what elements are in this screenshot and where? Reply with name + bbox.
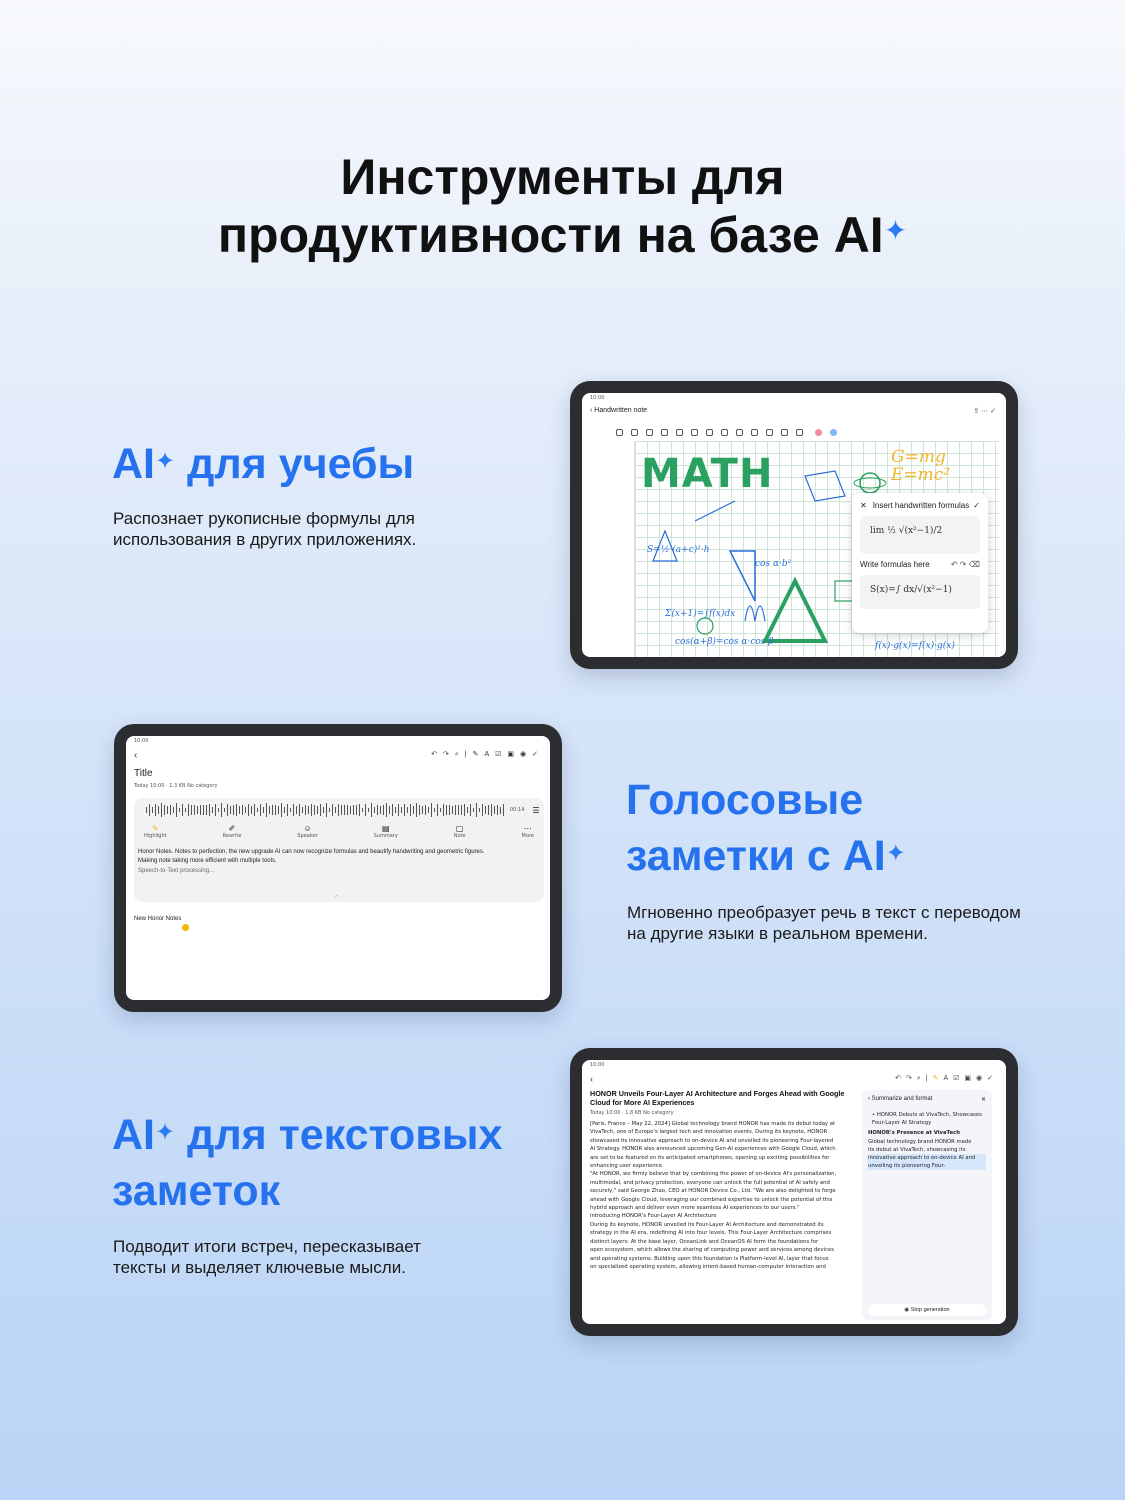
wave-bar — [227, 804, 228, 815]
scribble-1: S=½·(a+c)²·h — [647, 545, 710, 555]
doc-line: [Paris, France – May 22, 2024] Global technology brand HONOR has made its debut today at — [590, 1121, 836, 1127]
wave-bar — [269, 806, 270, 814]
doc-line: and operating systems. Building upon this foundation is Platform-level AI, layer that focus — [590, 1255, 829, 1262]
wave-bar — [248, 804, 249, 816]
note-title: ‹ Handwritten note — [590, 407, 648, 414]
wave-bar — [413, 806, 414, 813]
summary-text-line: Global technology brand HONOR made — [868, 1138, 972, 1145]
wave-bar — [395, 807, 396, 812]
wave-bar — [320, 804, 321, 815]
wave-bar — [302, 807, 303, 814]
grid-tool-icon[interactable] — [766, 429, 773, 436]
wave-bar — [194, 805, 195, 816]
back-icon[interactable]: ‹ — [868, 1096, 872, 1102]
top-actions — [973, 407, 996, 415]
wave-bar — [365, 804, 366, 816]
summary-panel — [862, 1090, 992, 1320]
scribble-3: Σ(x+1)=∫f(x)dx — [665, 609, 736, 619]
wave-bar — [428, 807, 429, 814]
doc-line: Introducing HONOR's Four-Layer AI Architecture — [590, 1213, 717, 1220]
search-icon[interactable]: ⌕ — [454, 751, 465, 758]
checklist-icon[interactable]: ☑ — [495, 751, 508, 758]
title-line-1: Инструменты для — [340, 149, 785, 205]
wave-bar — [464, 804, 465, 815]
doc-line: VivaTech, one of Europe's largest tech and innovation events. During its keynote, HONOR — [590, 1129, 828, 1136]
eraser-tool-icon[interactable] — [661, 429, 668, 436]
section-text-heading: AI✦ для текстовых заметок — [112, 1111, 503, 1215]
wave-bar — [221, 803, 222, 818]
wave-bar — [383, 805, 384, 814]
wave-bar — [251, 806, 252, 814]
doc-line: open ecosystem, which allows the sharing of computing power and services among devices — [590, 1247, 835, 1254]
share-icon[interactable]: ⇪ — [973, 408, 980, 415]
wave-bar — [425, 805, 426, 816]
panel-title: Insert handwritten formulas — [872, 501, 970, 510]
tablet-voice-screen — [126, 736, 550, 1000]
doc-line: are set to be featured on its anticipated smartphones, opening up exciting possibilities for — [590, 1154, 830, 1161]
shape-tool-icon[interactable] — [691, 429, 698, 436]
formula-input-area[interactable]: S(x)=∫ dx/√(x²−1) — [860, 575, 980, 609]
wave-bar — [452, 806, 453, 814]
summary-text-line: unveiling its pioneering Four- — [868, 1162, 986, 1170]
sparkle-icon: ✦ — [883, 215, 908, 246]
wave-bar — [230, 806, 231, 813]
done-icon[interactable]: ✓ — [532, 751, 544, 758]
close-icon[interactable]: ✕ — [860, 501, 867, 510]
wave-bar — [218, 808, 219, 811]
tablet-text — [570, 1048, 1018, 1336]
wave-bar — [374, 807, 375, 813]
color-blue-swatch[interactable] — [830, 429, 837, 436]
waveform[interactable] — [146, 802, 504, 818]
text-style-icon[interactable]: A — [943, 1075, 954, 1082]
image-tool-icon[interactable] — [721, 429, 728, 436]
wave-bar — [446, 805, 447, 814]
collapse-icon[interactable]: ︿ — [334, 893, 341, 899]
wave-bar — [185, 808, 186, 812]
wave-bar — [338, 804, 339, 815]
document — [590, 1090, 852, 1271]
text-style-icon[interactable]: A — [484, 751, 496, 758]
note-body-text[interactable]: New Honor Notes — [134, 916, 182, 922]
doc-line: securely," said George Zhao, CEO at HONOR Device Co., Ltd. "We are also delighted to forge — [590, 1188, 836, 1195]
wave-bar — [176, 803, 177, 818]
voice-toolbar: ↶↷⌕|✎A☑▣◉✓ — [431, 751, 544, 758]
formula-emc: E=mc² — [891, 465, 951, 485]
wave-bar — [275, 805, 276, 815]
wave-bar — [353, 805, 354, 816]
image-icon[interactable]: ▣ — [507, 751, 521, 758]
wave-bar — [257, 808, 258, 812]
wave-bar — [491, 804, 492, 816]
confirm-icon[interactable]: ✓ — [973, 501, 980, 510]
wave-bar — [299, 804, 300, 816]
redo-icon[interactable]: ↷ — [905, 1075, 917, 1082]
wave-bar — [455, 805, 456, 815]
tool-summary[interactable]: ▤ Summary — [373, 824, 398, 839]
audio-icon[interactable]: ◉ — [520, 751, 533, 758]
tablet-math — [570, 381, 1018, 669]
wave-bar — [239, 806, 240, 815]
doc-line: distinct layers: At the base layer, OceanLink and OceanOS AI form the foundations for — [590, 1238, 819, 1245]
lasso-tool-icon[interactable] — [676, 429, 683, 436]
summary-title: ‹ Summarize and format — [868, 1096, 933, 1102]
wave-bar — [458, 805, 459, 815]
marker-tool-icon[interactable] — [646, 429, 653, 436]
doc-line: strategy in the AI era, redefining AI into four levels. This Four-Layer Architecture comprises — [590, 1230, 832, 1237]
tablet-text-screen — [582, 1060, 1006, 1324]
wave-bar — [266, 803, 267, 817]
wave-bar — [359, 804, 360, 816]
audio-icon[interactable]: ◉ — [976, 1075, 988, 1082]
wave-bar — [470, 804, 471, 816]
wave-bar — [497, 805, 498, 815]
wave-bar — [440, 808, 441, 812]
wave-bar — [161, 803, 162, 816]
wave-bar — [284, 807, 285, 813]
section-text-description: Подводит итоги встреч, пересказывает тексты и выделяет ключевые мысли. — [113, 1237, 421, 1277]
wave-bar — [494, 806, 495, 815]
doc-title[interactable]: HONOR Unveils Four-Layer AI Architecture and Forges Ahead with Google Cloud for More AI Experiences — [590, 1089, 845, 1107]
panel-tools — [951, 560, 980, 569]
sparkle-icon: ✦ — [155, 448, 176, 475]
wave-bar — [500, 807, 501, 814]
wave-bar — [479, 808, 480, 813]
text-toolbar: ↶↷⌕|✎A☑▣◉✓ — [895, 1075, 998, 1082]
formula-preview[interactable]: lim ½ √(x²−1)/2 — [860, 516, 980, 554]
wave-bar — [404, 804, 405, 816]
wave-bar — [503, 804, 504, 816]
waveform-row — [140, 802, 538, 818]
wave-bar — [155, 804, 156, 815]
wave-bar — [485, 806, 486, 813]
doc-line: AI Strategy. HONOR also announced upcoming Gen-AI experiences with Google Cloud, which — [590, 1146, 836, 1153]
wave-bar — [191, 805, 192, 814]
wave-bar — [224, 808, 225, 813]
note-title[interactable]: Title — [134, 768, 153, 779]
wave-bar — [461, 805, 462, 816]
wave-bar — [401, 807, 402, 813]
doc-body[interactable] — [590, 1120, 852, 1271]
wave-bar — [416, 803, 417, 816]
summary-heading: HONOR's Presence at VivaTech — [868, 1130, 960, 1137]
wave-bar — [272, 805, 273, 815]
scribble-4: cos(α+β)=cos α·cos β — [675, 637, 774, 647]
redo-icon[interactable]: ↷ — [959, 560, 967, 569]
checklist-icon[interactable]: ☑ — [953, 1075, 965, 1082]
wave-bar — [311, 804, 312, 816]
wave-bar — [278, 806, 279, 814]
wave-bar — [356, 805, 357, 814]
wave-bar — [380, 806, 381, 814]
text-tool-icon[interactable] — [706, 429, 713, 436]
wave-bar — [437, 804, 438, 816]
wave-bar — [344, 805, 345, 815]
redo-icon[interactable]: ↷ — [442, 751, 455, 758]
wave-bar — [347, 805, 348, 814]
page-title — [0, 148, 1125, 264]
scribble-2: cos α·b² — [755, 559, 792, 569]
wave-bar — [371, 803, 372, 818]
pencil-tool-icon[interactable] — [631, 429, 638, 436]
back-icon[interactable]: ‹ — [590, 407, 595, 414]
undo-icon[interactable] — [781, 429, 788, 436]
back-icon[interactable]: ‹ — [134, 750, 138, 761]
tablet-voice — [114, 724, 562, 1012]
wave-bar — [326, 803, 327, 818]
undo-icon[interactable]: ↶ — [431, 751, 443, 758]
wave-bar — [158, 806, 159, 813]
wave-bar — [236, 804, 237, 816]
wave-bar — [407, 807, 408, 812]
wave-bar — [197, 806, 198, 814]
wave-bar — [296, 806, 297, 814]
doc-line: hybrid approach and deliver even more seamless AI experiences to our users." — [590, 1205, 800, 1212]
title-line-2: продуктивности на базе AI✦ — [217, 207, 908, 263]
wave-bar — [488, 805, 489, 815]
wave-bar — [368, 808, 369, 812]
wave-bar — [254, 804, 255, 816]
section-voice-heading: Голосовые заметки с AI✦ — [626, 776, 906, 880]
cursor-handle-icon[interactable] — [182, 924, 189, 931]
search-icon[interactable]: ⌕ — [916, 1075, 926, 1082]
wave-bar — [188, 804, 189, 816]
wave-bar — [212, 807, 213, 813]
wave-bar — [341, 805, 342, 816]
wave-bar — [332, 804, 333, 816]
scribble-5: f(x)·g(x)=f(x)·g(x) — [875, 641, 955, 651]
wave-bar — [476, 803, 477, 818]
wave-bar — [290, 808, 291, 812]
close-icon[interactable]: ✕ — [980, 1097, 986, 1103]
wave-bar — [206, 805, 207, 816]
redo-icon[interactable] — [796, 429, 803, 436]
wave-bar — [449, 805, 450, 816]
wave-bar — [167, 806, 168, 815]
stop-generation-button[interactable]: ◉ Stop generation — [868, 1304, 986, 1316]
tool-rewrite[interactable]: ✐ Rewrite — [222, 824, 242, 839]
tool-highlight[interactable]: ✎ Highlight — [144, 824, 167, 839]
wave-bar — [431, 803, 432, 818]
transcript: Honor Notes. Notes to perfection, the new upgrade AI can now recognize formulas and beautify handwriting and geometric figures. Making note taking more efficient with multiple tools. Speech-to-Text processing... — [138, 848, 542, 876]
summary-text-line: innovative approach to on-device AI and — [868, 1154, 986, 1162]
tool-speaker[interactable]: ☺ Speaker — [297, 824, 318, 839]
wave-bar — [242, 805, 243, 816]
voice-card — [134, 798, 544, 902]
wave-bar — [473, 808, 474, 811]
tool-more[interactable]: ⋯ More — [521, 824, 534, 839]
wave-bar — [392, 804, 393, 815]
wave-bar — [305, 805, 306, 816]
menu-icon[interactable]: ☰ — [532, 805, 540, 815]
doc-line: on specialized operating system, allowing intent-based human-computer interaction and — [590, 1263, 826, 1270]
processing-status: Speech-to-Text processing... — [138, 868, 215, 874]
wave-bar — [398, 804, 399, 816]
doc-line: enhancing user experience. — [590, 1163, 664, 1170]
wave-bar — [362, 808, 363, 812]
section-voice-description: Мгновенно преобразует речь в текст с переводом на другие языки в реальном времени. — [627, 903, 1021, 943]
doc-line: multimodal, and privacy protection, everyone can unlock the full potential of AI safely and — [590, 1179, 830, 1186]
wave-bar — [377, 805, 378, 816]
image-icon[interactable]: ▣ — [964, 1075, 977, 1082]
status-time: 10:00 — [590, 395, 605, 401]
formula-gmg: G=mg — [891, 447, 946, 467]
wave-bar — [233, 805, 234, 815]
done-icon[interactable]: ✓ — [987, 1075, 998, 1082]
section-study-heading: AI✦ для учебы — [112, 440, 415, 488]
tool-note[interactable]: ▢ Note — [453, 824, 466, 839]
wave-bar — [203, 805, 204, 815]
wave-bar — [215, 804, 216, 816]
summary-text-line: its debut at VivaTech, showcasing its — [868, 1146, 966, 1153]
wave-bar — [467, 807, 468, 813]
note-meta: Today 10:00 · 1.3 KB No category — [134, 783, 218, 789]
wave-bar — [386, 803, 387, 816]
done-icon[interactable]: ✓ — [990, 408, 996, 415]
record-timer: 00:14 — [510, 807, 525, 813]
write-formulas-label: Write formulas here — [860, 560, 930, 569]
eraser-icon[interactable]: ⌫ — [968, 560, 980, 569]
wave-bar — [329, 808, 330, 811]
wave-bar — [434, 808, 435, 812]
formula-tool-icon[interactable] — [736, 429, 743, 436]
wave-bar — [323, 807, 324, 812]
formula-panel — [852, 493, 988, 633]
sparkle-icon: ✦ — [885, 840, 906, 867]
wave-bar — [152, 807, 153, 812]
wave-bar — [263, 807, 264, 813]
voice-tools — [144, 824, 534, 839]
wave-bar — [287, 804, 288, 816]
wave-bar — [173, 807, 174, 814]
back-icon[interactable]: ‹ — [590, 1074, 593, 1084]
wave-bar — [200, 805, 201, 815]
color-pink-swatch[interactable] — [815, 429, 822, 436]
wave-bar — [293, 804, 294, 816]
wave-bar — [314, 805, 315, 815]
wave-bar — [149, 804, 150, 816]
wave-bar — [260, 804, 261, 816]
wave-bar — [410, 804, 411, 815]
wave-bar — [419, 805, 420, 814]
status-time: 10:00 — [590, 1062, 605, 1068]
summary-bullet: • HONOR Debuts at VivaTech, Showcases Four-Layer AI Strategy — [872, 1112, 982, 1127]
status-time: 10:00 — [134, 738, 149, 744]
doc-line: During its keynote, HONOR unveiled its Four-Layer AI Architecture and demonstrated its — [590, 1221, 824, 1228]
wave-bar — [482, 804, 483, 816]
doc-line: ahead with Google Cloud, leveraging our combined expertise to unlock the potential of this — [590, 1196, 833, 1203]
wave-bar — [170, 805, 171, 816]
doc-meta: Today 10:00 · 1.8 KB No category — [590, 1110, 674, 1116]
tablet-math-screen — [582, 393, 1006, 657]
wave-bar — [281, 803, 282, 817]
wave-bar — [350, 806, 351, 814]
wave-bar — [335, 807, 336, 813]
pen-icon[interactable]: ✎ — [472, 751, 485, 758]
undo-icon[interactable]: ↶ — [950, 560, 958, 569]
wave-bar — [443, 804, 444, 816]
math-word: MATH — [641, 451, 774, 497]
pen-toolbar — [612, 423, 992, 435]
ai-assist-icon[interactable]: ✎ — [932, 1075, 944, 1082]
doc-line: "At HONOR, we firmly believe that by combining the power of on-device AI's personalization, — [590, 1171, 837, 1178]
wave-bar — [308, 806, 309, 815]
ruler-tool-icon[interactable] — [751, 429, 758, 436]
wave-bar — [317, 806, 318, 813]
wave-bar — [164, 805, 165, 814]
wave-bar — [389, 806, 390, 814]
wave-bar — [179, 808, 180, 812]
wave-bar — [146, 807, 147, 813]
section-study-description: Распознает рукописные формулы для использования в других приложениях. — [113, 509, 417, 549]
sparkle-icon: ✦ — [155, 1119, 176, 1146]
wave-bar — [209, 804, 210, 815]
undo-icon[interactable]: ↶ — [895, 1075, 906, 1082]
pen-tool-icon[interactable] — [616, 429, 623, 436]
wave-bar — [245, 807, 246, 814]
doc-line: showcased its innovative approach to on-device AI and unveiled its pioneering Four-layered — [590, 1137, 834, 1144]
wave-bar — [422, 806, 423, 815]
more-icon[interactable]: ⋯ — [981, 408, 989, 415]
wave-bar — [182, 804, 183, 816]
